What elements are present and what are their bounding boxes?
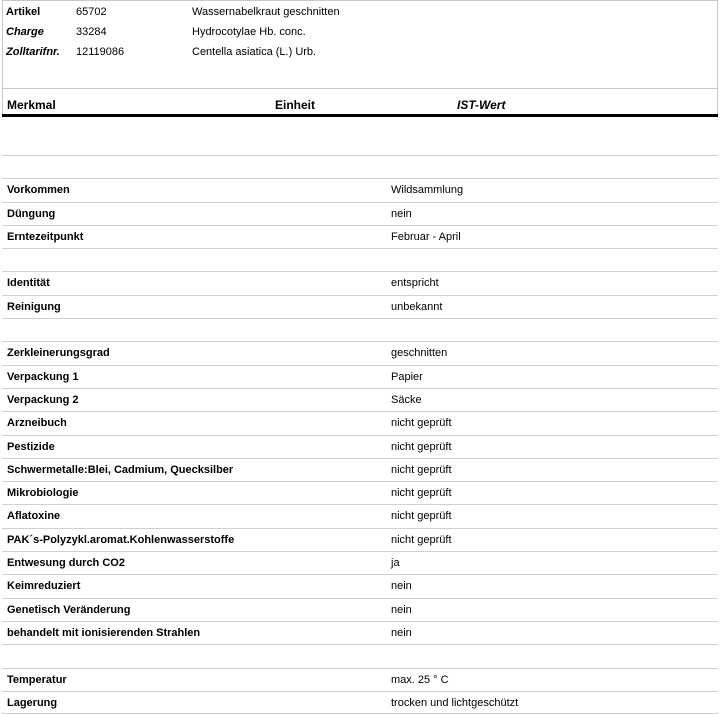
spacer-row xyxy=(2,248,718,271)
row-key: Lagerung xyxy=(7,696,58,709)
charge-number: 33284 xyxy=(76,26,107,38)
row-value: nein xyxy=(391,603,412,616)
row-key: Reinigung xyxy=(7,300,61,313)
table-row xyxy=(2,574,718,597)
row-key: Erntezeitpunkt xyxy=(7,230,84,243)
row-value: nicht geprüft xyxy=(391,487,452,500)
table-row xyxy=(2,598,718,621)
row-key: Pestizide xyxy=(7,440,55,453)
row-value: nicht geprüft xyxy=(391,533,452,546)
zolltarif-label: Zolltarifnr. xyxy=(6,46,60,58)
row-value: nein xyxy=(391,580,412,593)
row-value: nicht geprüft xyxy=(391,417,452,430)
row-key: Vorkommen xyxy=(7,184,70,197)
row-key: Düngung xyxy=(7,207,56,220)
row-value: nein xyxy=(391,626,412,639)
row-key: Identität xyxy=(7,277,50,290)
row-value: geschnitten xyxy=(391,347,448,360)
charge-label: Charge xyxy=(6,26,44,38)
row-key: behandelt mit ionisierenden Strahlen xyxy=(7,626,201,639)
row-key: Verpackung 2 xyxy=(7,393,79,406)
row-value: ja xyxy=(391,557,400,570)
row-key: Zerkleinerungsgrad xyxy=(7,347,110,360)
row-value: Säcke xyxy=(391,393,422,406)
table-row xyxy=(2,551,718,574)
row-key: PAK´s-Polyzykl.aromat.Kohlenwasserstoffe xyxy=(7,533,235,546)
table-row xyxy=(2,481,718,504)
row-key: Temperatur xyxy=(7,673,67,686)
table-row xyxy=(2,341,718,364)
row-value: nein xyxy=(391,207,412,220)
row-value: Papier xyxy=(391,370,423,383)
row-key: Entwesung durch CO2 xyxy=(7,557,125,570)
artikel-description: Wassernabelkraut geschnitten xyxy=(192,6,340,18)
table-row xyxy=(2,388,718,411)
table-row xyxy=(2,365,718,388)
table-row xyxy=(2,202,718,225)
header-divider xyxy=(2,114,718,117)
column-ist-wert: IST-Wert xyxy=(457,98,506,112)
row-key: Schwermetalle:Blei, Cadmium, Quecksilber xyxy=(7,463,234,476)
zolltarif-description: Centella asiatica (L.) Urb. xyxy=(192,46,317,58)
row-value: nicht geprüft xyxy=(391,440,452,453)
table-row xyxy=(2,528,718,551)
row-value: Wildsammlung xyxy=(391,184,464,197)
row-key: Mikrobiologie xyxy=(7,487,79,500)
column-einheit: Einheit xyxy=(275,98,316,112)
row-value: Februar - April xyxy=(391,230,461,243)
zolltarif-number: 12119086 xyxy=(76,46,125,58)
row-key: Arzneibuch xyxy=(7,417,67,430)
table-row xyxy=(2,621,718,644)
artikel-label: Artikel xyxy=(6,6,41,18)
row-value: max. 25 ° C xyxy=(391,673,449,686)
table-row xyxy=(2,178,718,201)
row-key: Aflatoxine xyxy=(7,510,61,523)
table-row xyxy=(2,504,718,527)
spec-table xyxy=(2,155,718,714)
row-key: Keimreduziert xyxy=(7,580,81,593)
row-value: nicht geprüft xyxy=(391,510,452,523)
artikel-number: 65702 xyxy=(76,6,107,18)
column-merkmal: Merkmal xyxy=(7,98,56,112)
table-row xyxy=(2,458,718,481)
row-value: unbekannt xyxy=(391,300,443,313)
row-value: trocken und lichtgeschützt xyxy=(391,696,519,709)
spacer-row xyxy=(2,155,718,178)
row-value: nicht geprüft xyxy=(391,463,452,476)
row-key: Genetisch Veränderung xyxy=(7,603,131,616)
spacer-row xyxy=(2,318,718,341)
row-key: Verpackung 1 xyxy=(7,370,79,383)
charge-description: Hydrocotylae Hb. conc. xyxy=(192,26,306,38)
table-row xyxy=(2,691,718,714)
table-row xyxy=(2,435,718,458)
spacer-row xyxy=(2,644,718,667)
table-row xyxy=(2,411,718,434)
column-header xyxy=(2,88,718,116)
table-row xyxy=(2,271,718,294)
row-value: entspricht xyxy=(391,277,439,290)
table-row xyxy=(2,295,718,318)
table-row xyxy=(2,668,718,691)
table-row xyxy=(2,225,718,248)
